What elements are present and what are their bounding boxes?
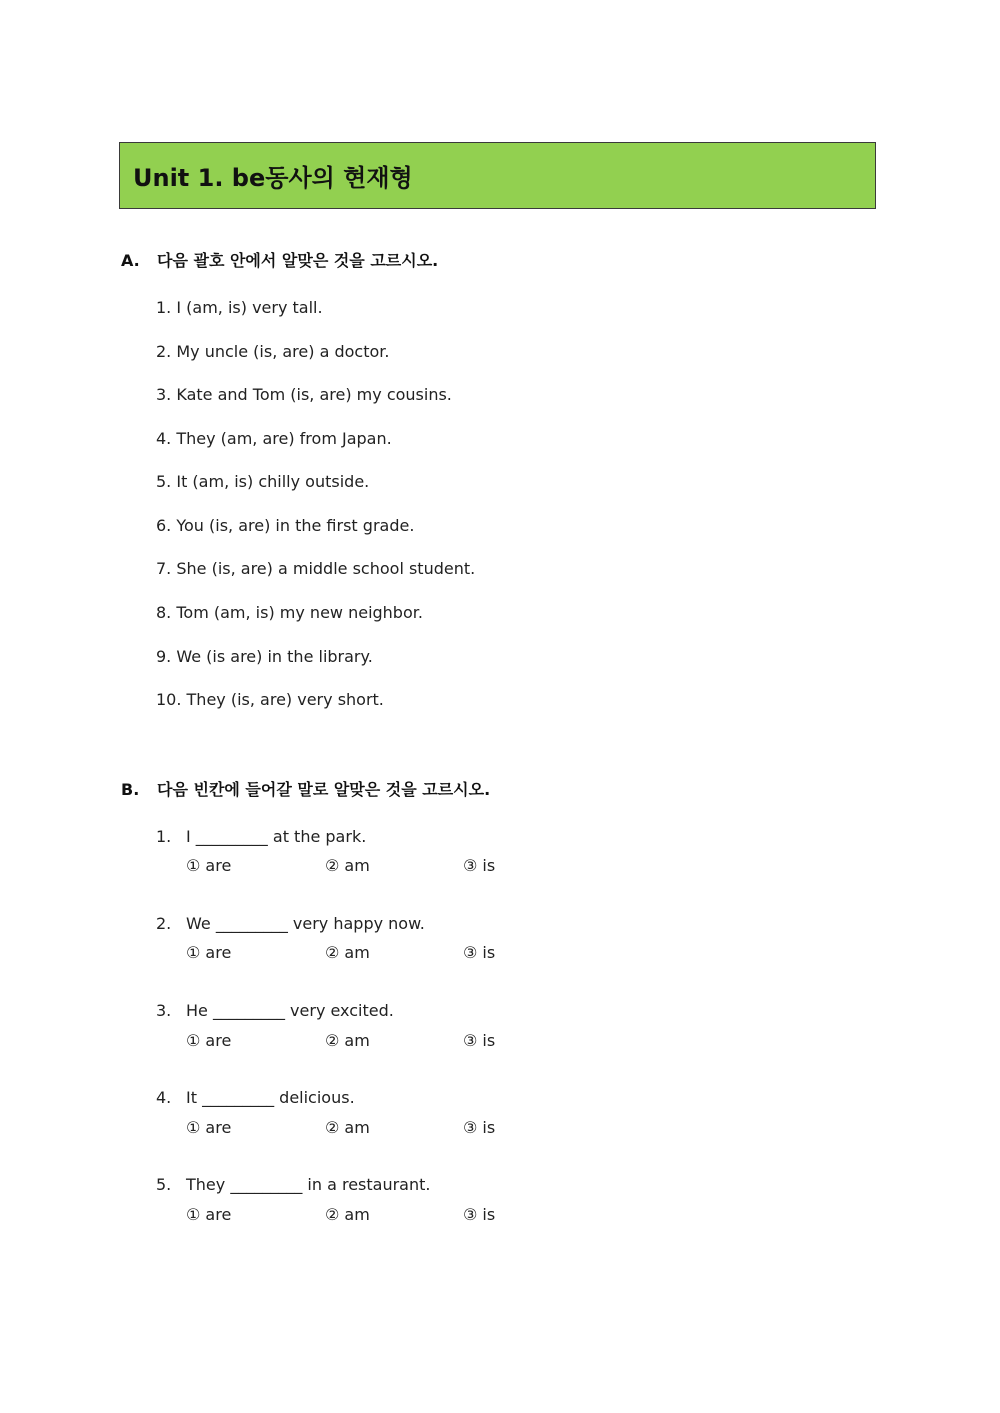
- exercise-a-item-9: 9. We (is are) in the library.: [156, 647, 373, 666]
- question-3-option-1: ① are: [186, 1031, 232, 1050]
- section-b-letter: B.: [121, 780, 140, 799]
- question-4-text: It _________ delicious.: [186, 1088, 355, 1107]
- question-5-option-2: ② am: [325, 1205, 370, 1224]
- exercise-a-item-1: 1. I (am, is) very tall.: [156, 298, 323, 317]
- question-1-option-2: ② am: [325, 856, 370, 875]
- question-1-option-3: ③ is: [463, 856, 496, 875]
- page-title: Unit 1. be동사의 현재형: [133, 164, 413, 192]
- question-1-text: I _________ at the park.: [186, 827, 367, 846]
- exercise-a-item-6: 6. You (is, are) in the first grade.: [156, 516, 415, 535]
- question-3-option-2: ② am: [325, 1031, 370, 1050]
- question-5-text: They _________ in a restaurant.: [186, 1175, 431, 1194]
- section-a-heading: [121, 248, 438, 271]
- question-5-option-3: ③ is: [463, 1205, 496, 1224]
- question-2-text: We _________ very happy now.: [186, 914, 425, 933]
- section-b-heading: [121, 777, 490, 800]
- section-a-instruction: 다음 괄호 안에서 알맞은 것을 고르시오.: [157, 251, 439, 270]
- question-4-option-2: ② am: [325, 1118, 370, 1137]
- question-3-option-3: ③ is: [463, 1031, 496, 1050]
- question-1-option-1: ① are: [186, 856, 232, 875]
- section-a-letter: A.: [121, 251, 140, 270]
- question-4-number: 4.: [156, 1088, 172, 1107]
- question-4-option-1: ① are: [186, 1118, 232, 1137]
- question-5-number: 5.: [156, 1175, 172, 1194]
- exercise-a-item-4: 4. They (am, are) from Japan.: [156, 429, 392, 448]
- question-1-number: 1.: [156, 827, 172, 846]
- exercise-a-item-2: 2. My uncle (is, are) a doctor.: [156, 342, 390, 361]
- question-3-text: He _________ very excited.: [186, 1001, 394, 1020]
- question-3-number: 3.: [156, 1001, 172, 1020]
- question-2-option-2: ② am: [325, 943, 370, 962]
- question-2-option-3: ③ is: [463, 943, 496, 962]
- exercise-a-item-8: 8. Tom (am, is) my new neighbor.: [156, 603, 423, 622]
- question-4-option-3: ③ is: [463, 1118, 496, 1137]
- question-5-option-1: ① are: [186, 1205, 232, 1224]
- question-2-option-1: ① are: [186, 943, 232, 962]
- exercise-a-item-3: 3. Kate and Tom (is, are) my cousins.: [156, 385, 452, 404]
- question-2-number: 2.: [156, 914, 172, 933]
- title-banner: [119, 142, 876, 209]
- exercise-a-item-7: 7. She (is, are) a middle school student.: [156, 559, 476, 578]
- exercise-a-item-5: 5. It (am, is) chilly outside.: [156, 472, 370, 491]
- section-b-instruction: 다음 빈칸에 들어갈 말로 알맞은 것을 고르시오.: [157, 780, 491, 799]
- exercise-a-item-10: 10. They (is, are) very short.: [156, 690, 384, 709]
